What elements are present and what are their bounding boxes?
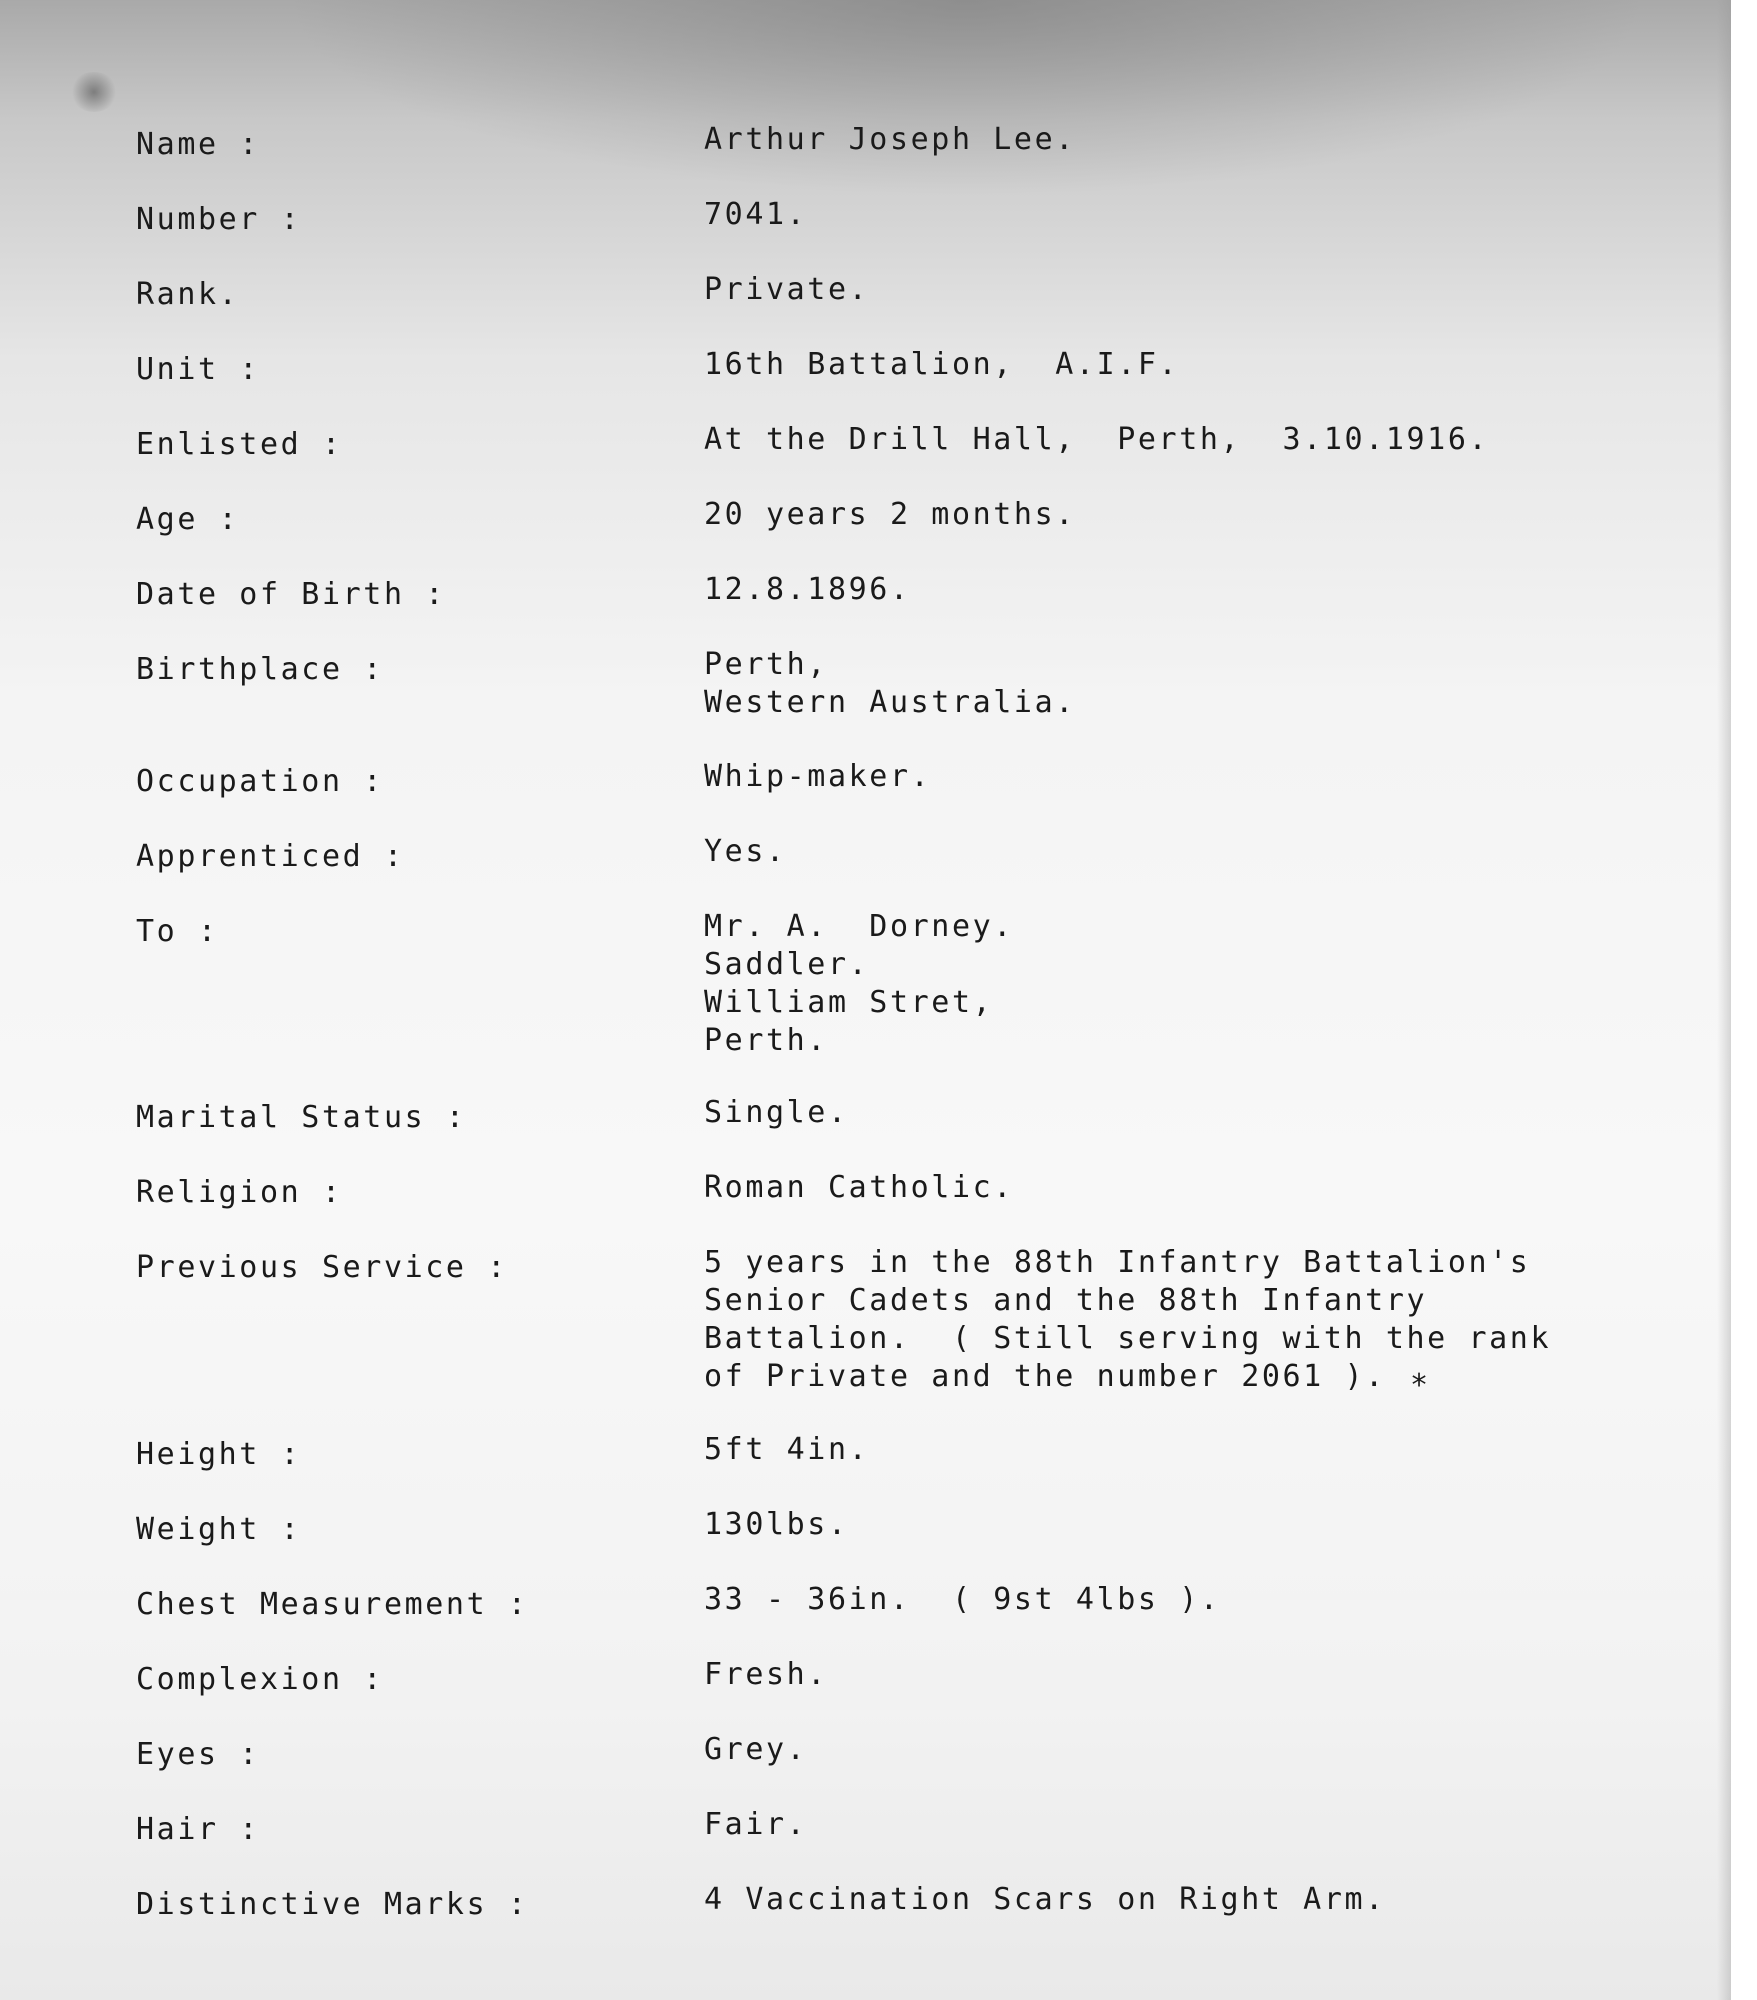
page-edge-shadow [1717,0,1731,2000]
field-value-line: 12.8.1896. [704,572,911,607]
field-label: Eyes : [136,1737,260,1772]
field-label: Distinctive Marks : [136,1887,529,1922]
field-value-line: Private. [704,272,870,307]
field-value-line: William Stret, [704,985,994,1020]
field-label: Birthplace : [136,652,384,687]
page-edge [1731,0,1757,2000]
field-value [704,346,1684,384]
field-value-line: Fresh. [704,1657,828,1692]
field-label: Name : [136,127,260,162]
field-value [704,196,1684,234]
field-value [704,421,1684,459]
field-label: Date of Birth : [136,577,446,612]
field-label: Religion : [136,1175,343,1210]
field-value [704,1806,1684,1844]
field-value-line: Perth. [704,1023,828,1058]
field-label: Occupation : [136,764,384,799]
field-label: Complexion : [136,1662,384,1697]
ink-smudge [70,72,118,112]
field-label: Weight : [136,1512,302,1547]
field-value [704,1731,1684,1769]
field-value-line: Arthur Joseph Lee. [704,122,1076,157]
field-value [704,1244,1684,1396]
field-value [704,646,1684,722]
field-value [704,496,1684,534]
field-value-line: Battalion. ( Still serving with the rank [704,1321,1552,1356]
field-value-line: 20 years 2 months. [704,497,1076,532]
field-value-line: Mr. A. Dorney. [704,909,1014,944]
service-record [136,0,1696,2000]
field-value-line: Roman Catholic. [704,1170,1014,1205]
field-value-line: 16th Battalion, A.I.F. [704,347,1180,382]
footnote-asterisk: * [1410,1368,1429,1403]
field-value [704,1881,1684,1919]
field-value-line: Fair. [704,1807,808,1842]
field-value [704,1656,1684,1694]
field-value-line: Western Australia. [704,685,1076,720]
field-label: Unit : [136,352,260,387]
field-value-line: Yes. [704,834,787,869]
field-value [704,1581,1684,1619]
field-label: Previous Service : [136,1250,508,1285]
field-label: Number : [136,202,302,237]
field-value-line: of Private and the number 2061 ). [704,1359,1386,1394]
field-value-line: Senior Cadets and the 88th Infantry [704,1283,1428,1318]
field-value-line: 4 Vaccination Scars on Right Arm. [704,1882,1386,1917]
field-value-line: Saddler. [704,947,870,982]
field-value [704,1431,1684,1469]
field-value [704,758,1684,796]
field-value-line: 130lbs. [704,1507,849,1542]
field-value [704,1506,1684,1544]
field-label: Rank. [136,277,240,312]
field-value [704,1169,1684,1207]
field-value-line: Perth, [704,647,828,682]
field-value-line: At the Drill Hall, Perth, 3.10.1916. [704,422,1490,457]
field-value-line: Single. [704,1095,849,1130]
field-label: Chest Measurement : [136,1587,529,1622]
field-value-line: 7041. [704,197,808,232]
field-value [704,271,1684,309]
field-label: Height : [136,1437,302,1472]
field-value-line: 5ft 4in. [704,1432,870,1467]
field-value [704,571,1684,609]
field-label: To : [136,914,219,949]
field-value [704,1094,1684,1132]
field-value-line: Whip-maker. [704,759,932,794]
field-value-line: 5 years in the 88th Infantry Battalion's [704,1245,1531,1280]
field-value [704,121,1684,159]
field-label: Enlisted : [136,427,343,462]
field-value-line: 33 - 36in. ( 9st 4lbs ). [704,1582,1221,1617]
field-value [704,833,1684,871]
field-value [704,908,1684,1060]
field-label: Hair : [136,1812,260,1847]
field-label: Marital Status : [136,1100,467,1135]
field-value-line: Grey. [704,1732,808,1767]
field-label: Apprenticed : [136,839,405,874]
field-label: Age : [136,502,240,537]
